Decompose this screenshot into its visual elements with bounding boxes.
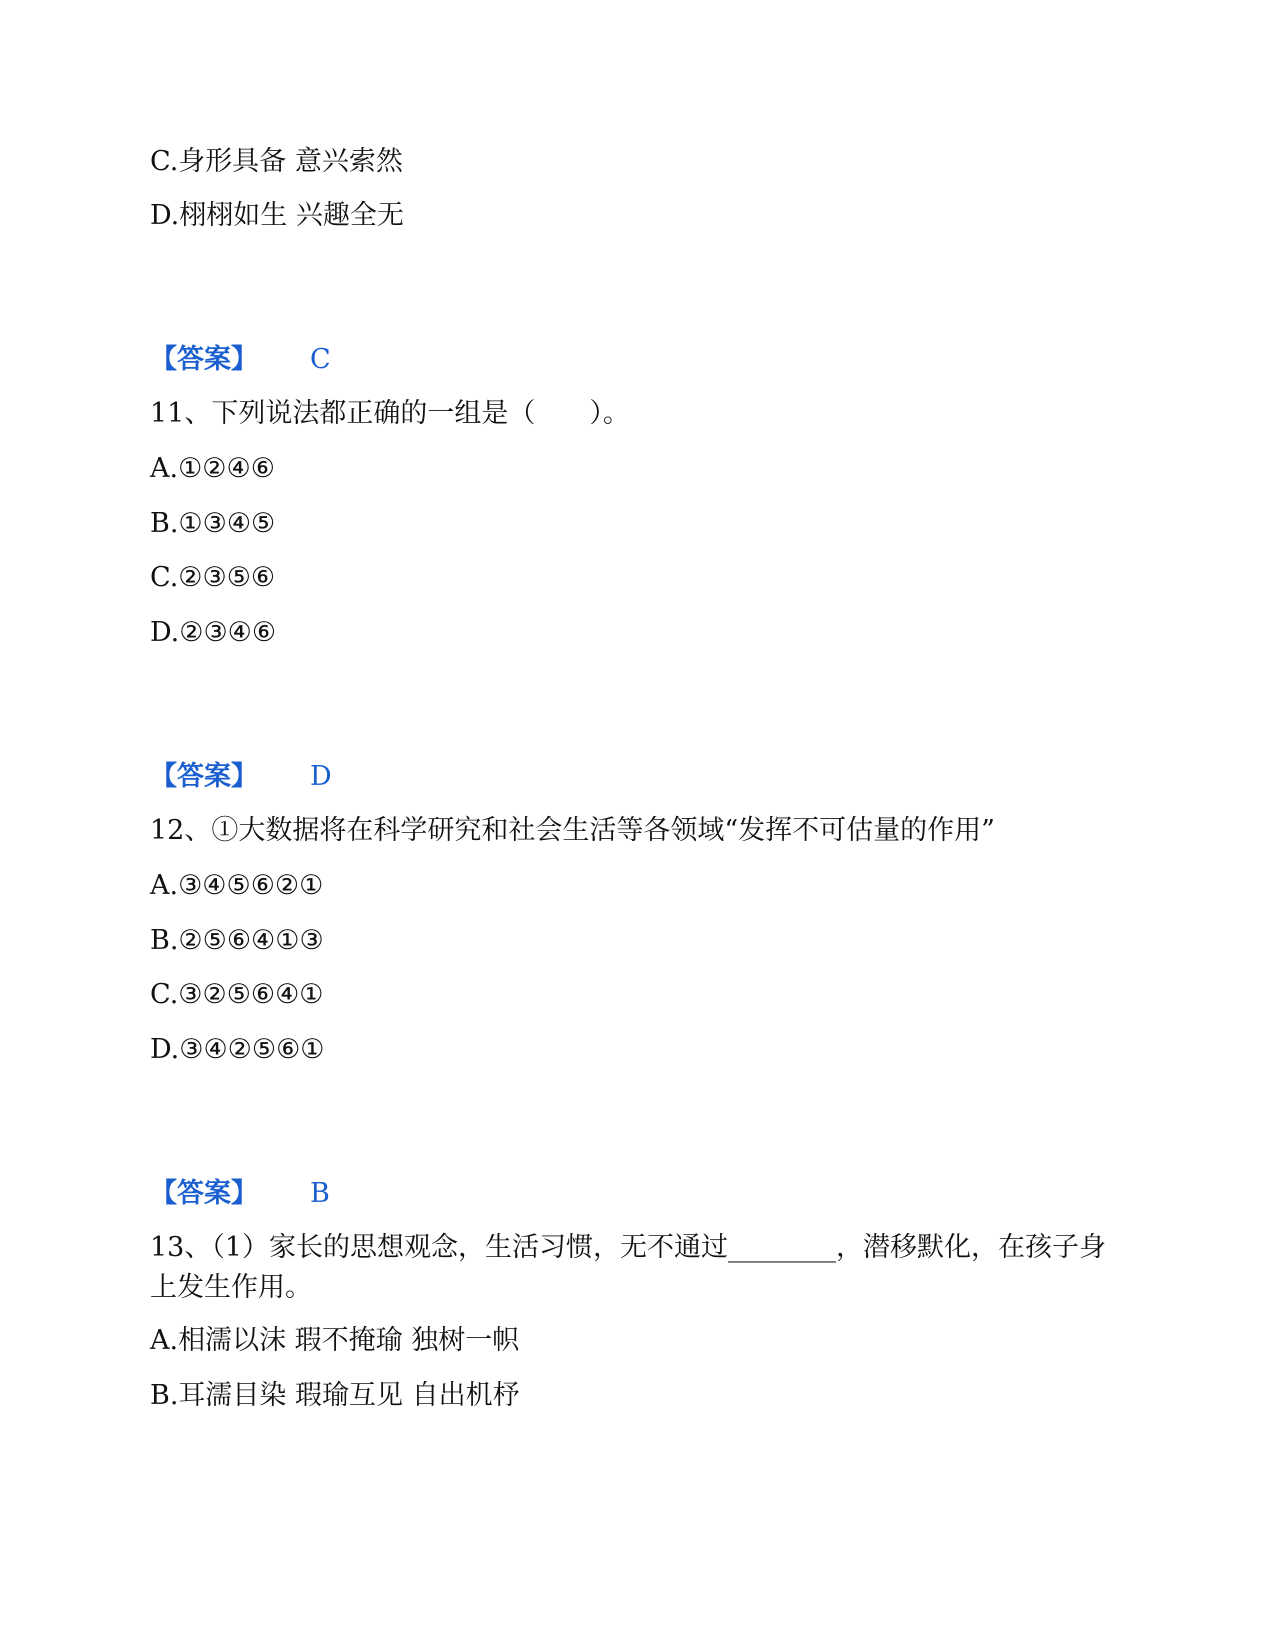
question-12-stem: 12、①大数据将在科学研究和社会生活等各领域“发挥不可估量的作用”	[150, 815, 995, 846]
answer-label: 【答案】	[150, 344, 258, 375]
answer-label: 【答案】	[150, 761, 258, 792]
question-12-option-c: C.③②⑤⑥④①	[150, 979, 324, 1010]
answer-q12	[150, 1176, 330, 1212]
answer-value: B	[310, 1178, 330, 1209]
question-11-option-b: B.①③④⑤	[150, 508, 276, 539]
question-11-option-c: C.②③⑤⑥	[150, 562, 276, 593]
answer-q11	[150, 759, 332, 795]
question-13-option-b: B.耳濡目染 瑕瑜互见 自出机杼	[150, 1380, 520, 1411]
question-12-option-a: A.③④⑤⑥②①	[150, 870, 324, 901]
question-11-option-a: A.①②④⑥	[150, 453, 275, 484]
question-11-stem: 11、下列说法都正确的一组是（ ）。	[150, 398, 630, 429]
answer-value: D	[310, 761, 332, 792]
question-13-stem: 13、（1）家长的思想观念，生活习惯，无不通过________，潜移默化，在孩子身上发生作用。	[150, 1232, 1107, 1303]
option-c-prev: C.身形具备 意兴索然	[150, 146, 403, 177]
question-12-option-d: D.③④②⑤⑥①	[150, 1034, 325, 1065]
question-12-option-b: B.②⑤⑥④①③	[150, 925, 324, 956]
option-d-prev: D.栩栩如生 兴趣全无	[150, 200, 404, 231]
question-13-option-a: A.相濡以沫 瑕不掩瑜 独树一帜	[150, 1325, 520, 1356]
answer-label: 【答案】	[150, 1178, 258, 1209]
answer-value: C	[310, 344, 331, 375]
answer-q10	[150, 342, 331, 378]
question-11-option-d: D.②③④⑥	[150, 617, 277, 648]
